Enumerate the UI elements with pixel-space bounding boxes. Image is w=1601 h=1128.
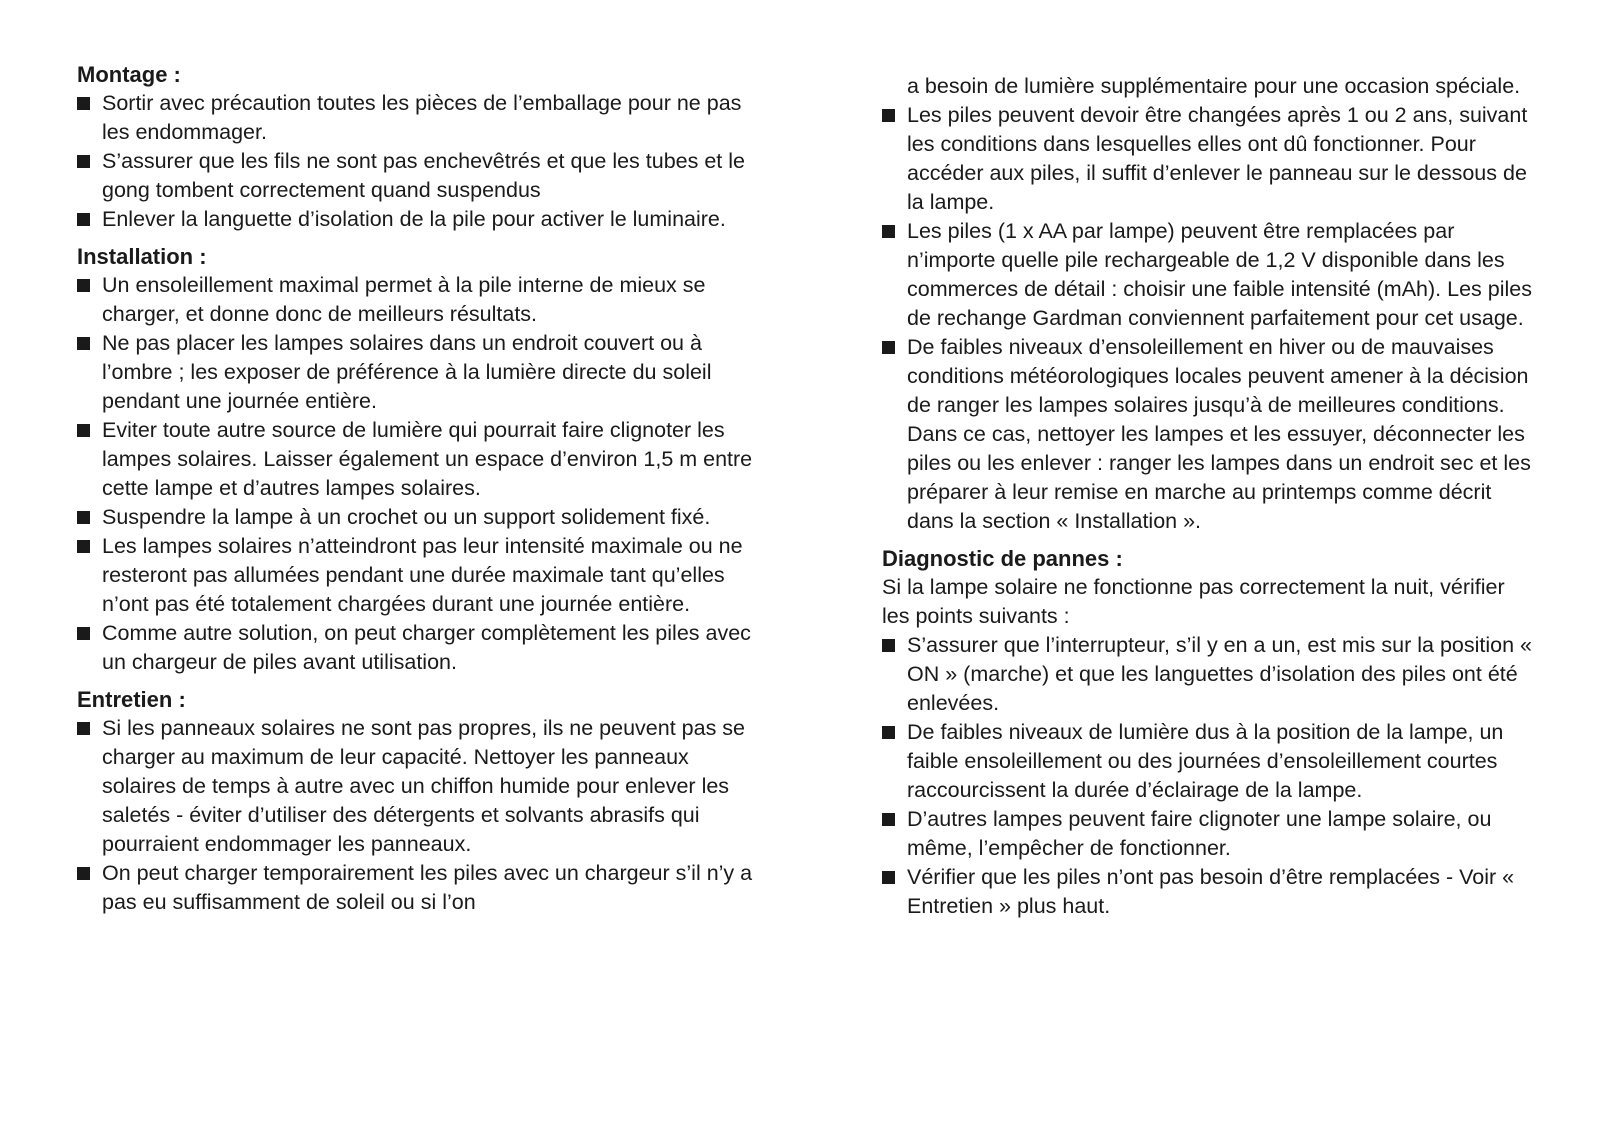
square-bullet-icon [77,722,90,735]
list-item-text: D’autres lampes peuvent faire clignoter une lampe solaire, ou même, l’empêcher de fonctionner. [907,807,1492,860]
list-item-text: S’assurer que l’interrupteur, s’il y en a un, est mis sur la position « ON » (marche) et que les languettes d’isolation des piles ont été enlevées. [907,633,1532,715]
list-item [77,714,757,859]
square-bullet-icon [77,337,90,350]
square-bullet-icon [882,639,895,652]
continued-text: a besoin de lumière supplémentaire pour une occasion spéciale. [907,74,1521,98]
list-item-text: Les piles peuvent devoir être changées après 1 ou 2 ans, suivant les conditions dans lesquelles elles ont dû fonctionner. Pour accéder aux piles, il suffit d’enlever le panneau sur le dessous de la lampe. [907,103,1528,214]
left-column [77,60,757,917]
entretien-list-continued [882,101,1532,536]
section-heading-montage: Montage : [77,62,181,87]
diagnostic-list [882,631,1532,921]
list-item [77,89,757,147]
section-heading-installation: Installation : [77,244,207,269]
square-bullet-icon [77,511,90,524]
diagnostic-intro: Si la lampe solaire ne fonctionne pas correctement la nuit, vérifier les points suivants : [882,575,1505,628]
list-item [77,532,757,619]
installation-list [77,271,757,677]
list-item-text: Ne pas placer les lampes solaires dans un endroit couvert ou à l’ombre ; les exposer de préférence à la lumière directe du soleil pendant une journée entière. [102,331,712,413]
square-bullet-icon [77,279,90,292]
section-heading-diagnostic: Diagnostic de pannes : [882,546,1123,571]
list-item [77,619,757,677]
list-item [882,631,1532,718]
list-item [882,805,1532,863]
square-bullet-icon [882,341,895,354]
section-heading-entretien: Entretien : [77,687,186,712]
list-item-text: De faibles niveaux de lumière dus à la position de la lampe, un faible ensoleillement ou des journées d’ensoleillement courtes raccourcissent la durée d’éclairage de la lampe. [907,720,1504,802]
section-entretien [77,685,757,917]
square-bullet-icon [882,726,895,739]
section-montage [77,60,757,234]
section-installation [77,242,757,677]
list-item-text: S’assurer que les fils ne sont pas enchevêtrés et que les tubes et le gong tombent correctement quand suspendus [102,149,745,202]
list-item [882,333,1532,536]
list-item [77,416,757,503]
list-item [882,217,1532,333]
right-column [882,60,1532,921]
square-bullet-icon [77,155,90,168]
square-bullet-icon [77,627,90,640]
list-item [77,329,757,416]
square-bullet-icon [77,424,90,437]
list-item-text: De faibles niveaux d’ensoleillement en hiver ou de mauvaises conditions météorologiques locales peuvent amener à la décision de ranger les lampes solaires jusqu’à de meilleures conditions. Dans ce cas, nettoyer les lampes et les essuyer, déconnecter les piles ou les enlever : ranger les lampes dans un endroit sec et les préparer à leur remise en marche au printemps comme décrit dans la section « Installation ». [907,335,1531,533]
square-bullet-icon [882,871,895,884]
section-entretien-continued [882,72,1532,536]
list-item [882,718,1532,805]
list-item-text: Un ensoleillement maximal permet à la pile interne de mieux se charger, et donne donc de meilleurs résultats. [102,273,706,326]
list-item-text: Sortir avec précaution toutes les pièces de l’emballage pour ne pas les endommager. [102,91,742,144]
list-item-text: On peut charger temporairement les piles avec un chargeur s’il n’y a pas eu suffisamment de soleil ou si l’on [102,861,753,914]
list-item-text: Suspendre la lampe à un crochet ou un support solidement fixé. [102,505,711,529]
square-bullet-icon [77,97,90,110]
list-item-text: Eviter toute autre source de lumière qui pourrait faire clignoter les lampes solaires. Laisser également un espace d’environ 1,5 m entre cette lampe et d’autres lampes solaires. [102,418,753,500]
list-item [77,503,757,532]
square-bullet-icon [882,813,895,826]
square-bullet-icon [77,213,90,226]
list-item [77,147,757,205]
square-bullet-icon [882,109,895,122]
list-item [77,271,757,329]
list-item-text: Enlever la languette d’isolation de la pile pour activer le luminaire. [102,207,726,231]
list-item [77,859,757,917]
entretien-list [77,714,757,917]
section-diagnostic [882,544,1532,921]
list-item-text: Vérifier que les piles n’ont pas besoin d’être remplacées - Voir « Entretien » plus haut. [907,865,1515,918]
list-item [77,205,757,234]
list-item-text: Comme autre solution, on peut charger complètement les piles avec un chargeur de piles avant utilisation. [102,621,751,674]
square-bullet-icon [882,225,895,238]
square-bullet-icon [77,867,90,880]
list-item-text: Si les panneaux solaires ne sont pas propres, ils ne peuvent pas se charger au maximum de leur capacité. Nettoyer les panneaux solaires de temps à autre avec un chiffon humide pour enlever les saletés - éviter d’utiliser des détergents et solvants abrasifs qui pourraient endommager les panneaux. [102,716,746,856]
list-item-text: Les piles (1 x AA par lampe) peuvent être remplacées par n’importe quelle pile rechargeable de 1,2 V disponible dans les commerces de détail : choisir une faible intensité (mAh). Les piles de rechange Gardman conviennent parfaitement pour cet usage. [907,219,1532,330]
square-bullet-icon [77,540,90,553]
list-item [882,863,1532,921]
list-item-text: Les lampes solaires n’atteindront pas leur intensité maximale ou ne resteront pas allumées pendant une durée maximale tant qu’elles n’ont pas été totalement chargées durant une journée entière. [102,534,743,616]
montage-list [77,89,757,234]
list-item [882,101,1532,217]
